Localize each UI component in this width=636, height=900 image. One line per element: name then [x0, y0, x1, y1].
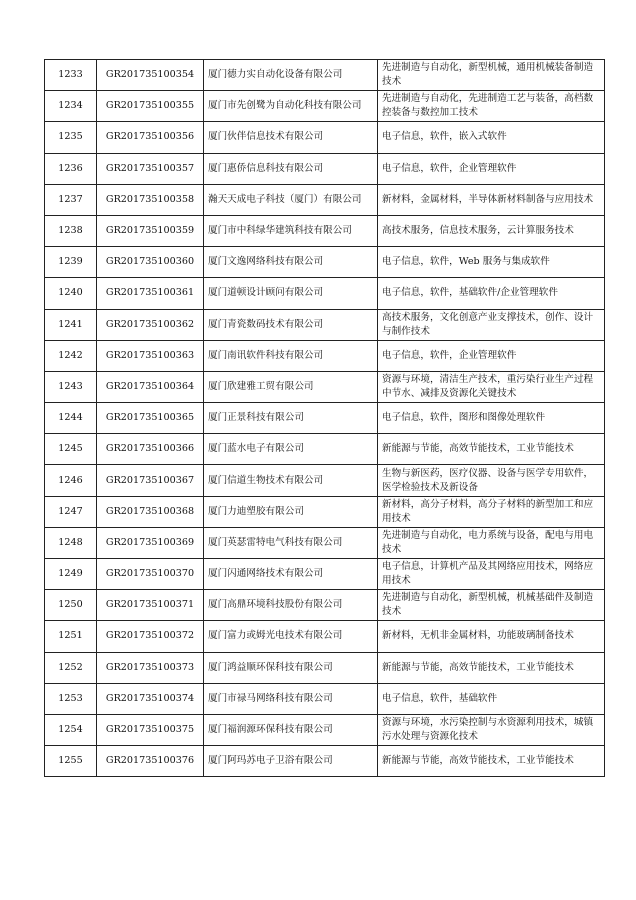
certificate-id: GR201735100354 [97, 60, 204, 91]
company-name: 厦门阿玛苏电子卫浴有限公司 [204, 746, 378, 777]
certificate-id: GR201735100355 [97, 91, 204, 122]
row-number: 1236 [45, 153, 97, 184]
row-number: 1245 [45, 434, 97, 465]
certificate-id: GR201735100369 [97, 527, 204, 558]
table-row [45, 434, 605, 465]
table-row [45, 278, 605, 309]
certificate-id: GR201735100375 [97, 714, 204, 745]
row-number: 1235 [45, 122, 97, 153]
technology-field: 新材料，金属材料，半导体新材料制备与应用技术 [378, 184, 605, 215]
row-number: 1237 [45, 184, 97, 215]
technology-field: 资源与环境，清洁生产技术，重污染行业生产过程中节水、减排及资源化关键技术 [378, 371, 605, 402]
row-number: 1242 [45, 340, 97, 371]
table-row [45, 215, 605, 246]
certificate-id: GR201735100374 [97, 683, 204, 714]
company-name: 厦门力迪塑胶有限公司 [204, 496, 378, 527]
technology-field: 高技术服务，信息技术服务，云计算服务技术 [378, 215, 605, 246]
company-name: 厦门惠侨信息科技有限公司 [204, 153, 378, 184]
technology-field: 新材料，高分子材料，高分子材料的新型加工和应用技术 [378, 496, 605, 527]
row-number: 1244 [45, 403, 97, 434]
certificate-id: GR201735100358 [97, 184, 204, 215]
company-name: 厦门蓝水电子有限公司 [204, 434, 378, 465]
row-number: 1241 [45, 309, 97, 340]
company-name: 厦门青瓷数码技术有限公司 [204, 309, 378, 340]
table-row [45, 527, 605, 558]
technology-field: 电子信息，软件，Web 服务与集成软件 [378, 247, 605, 278]
table-row [45, 496, 605, 527]
certificate-id: GR201735100356 [97, 122, 204, 153]
technology-field: 新能源与节能，高效节能技术，工业节能技术 [378, 434, 605, 465]
technology-field: 先进制造与自动化，新型机械，机械基础件及制造技术 [378, 590, 605, 621]
technology-field: 电子信息，计算机产品及其网络应用技术，网络应用技术 [378, 559, 605, 590]
table-row [45, 60, 605, 91]
technology-field: 电子信息，软件，基础软件/企业管理软件 [378, 278, 605, 309]
row-number: 1253 [45, 683, 97, 714]
table-row [45, 153, 605, 184]
technology-field: 电子信息，软件，嵌入式软件 [378, 122, 605, 153]
table-row [45, 91, 605, 122]
company-name: 厦门正景科技有限公司 [204, 403, 378, 434]
technology-field: 资源与环境，水污染控制与水资源利用技术，城镇污水处理与资源化技术 [378, 714, 605, 745]
row-number: 1233 [45, 60, 97, 91]
row-number: 1243 [45, 371, 97, 402]
certificate-id: GR201735100370 [97, 559, 204, 590]
company-name: 厦门市先创鹭为自动化科技有限公司 [204, 91, 378, 122]
table-row [45, 184, 605, 215]
company-name: 厦门市中科绿华建筑科技有限公司 [204, 215, 378, 246]
row-number: 1255 [45, 746, 97, 777]
company-name: 厦门富力或姆光电技术有限公司 [204, 621, 378, 652]
company-name: 厦门市禄马网络科技有限公司 [204, 683, 378, 714]
row-number: 1247 [45, 496, 97, 527]
row-number: 1240 [45, 278, 97, 309]
company-name: 厦门德力实自动化设备有限公司 [204, 60, 378, 91]
certificate-id: GR201735100362 [97, 309, 204, 340]
company-name: 厦门南讯软件科技有限公司 [204, 340, 378, 371]
row-number: 1251 [45, 621, 97, 652]
technology-field: 高技术服务，文化创意产业支撑技术，创作、设计与制作技术 [378, 309, 605, 340]
certificate-id: GR201735100363 [97, 340, 204, 371]
certificate-id: GR201735100367 [97, 465, 204, 496]
row-number: 1254 [45, 714, 97, 745]
company-name: 厦门文逸网络科技有限公司 [204, 247, 378, 278]
certificate-id: GR201735100361 [97, 278, 204, 309]
certificate-id: GR201735100376 [97, 746, 204, 777]
certificate-id: GR201735100373 [97, 652, 204, 683]
company-name: 厦门道顿设计顾问有限公司 [204, 278, 378, 309]
table-row [45, 122, 605, 153]
row-number: 1252 [45, 652, 97, 683]
company-name: 厦门鸿益顺环保科技有限公司 [204, 652, 378, 683]
table-row [45, 590, 605, 621]
row-number: 1239 [45, 247, 97, 278]
technology-field: 新能源与节能，高效节能技术，工业节能技术 [378, 652, 605, 683]
row-number: 1250 [45, 590, 97, 621]
table-row [45, 340, 605, 371]
table-row [45, 559, 605, 590]
technology-field: 先进制造与自动化，新型机械，通用机械装备制造技术 [378, 60, 605, 91]
company-name: 厦门高鼎环境科技股份有限公司 [204, 590, 378, 621]
company-name: 厦门英瑟雷特电气科技有限公司 [204, 527, 378, 558]
table-row [45, 621, 605, 652]
certificate-id: GR201735100366 [97, 434, 204, 465]
table-row [45, 403, 605, 434]
table-body [45, 60, 605, 777]
row-number: 1249 [45, 559, 97, 590]
table-row [45, 371, 605, 402]
table-row [45, 465, 605, 496]
company-name: 厦门伙伴信息技术有限公司 [204, 122, 378, 153]
technology-field: 电子信息，软件，企业管理软件 [378, 153, 605, 184]
certificate-id: GR201735100372 [97, 621, 204, 652]
table-row [45, 309, 605, 340]
table-row [45, 714, 605, 745]
row-number: 1234 [45, 91, 97, 122]
company-table [44, 59, 605, 777]
company-name: 厦门欣建雅工贸有限公司 [204, 371, 378, 402]
row-number: 1246 [45, 465, 97, 496]
table-row [45, 746, 605, 777]
certificate-id: GR201735100359 [97, 215, 204, 246]
row-number: 1238 [45, 215, 97, 246]
technology-field: 新能源与节能，高效节能技术，工业节能技术 [378, 746, 605, 777]
row-number: 1248 [45, 527, 97, 558]
table-row [45, 247, 605, 278]
certificate-id: GR201735100360 [97, 247, 204, 278]
certificate-id: GR201735100368 [97, 496, 204, 527]
table-row [45, 652, 605, 683]
technology-field: 先进制造与自动化，电力系统与设备，配电与用电技术 [378, 527, 605, 558]
company-name: 厦门福润源环保科技有限公司 [204, 714, 378, 745]
technology-field: 新材料，无机非金属材料，功能玻璃制备技术 [378, 621, 605, 652]
certificate-id: GR201735100371 [97, 590, 204, 621]
technology-field: 电子信息，软件，企业管理软件 [378, 340, 605, 371]
certificate-id: GR201735100357 [97, 153, 204, 184]
table-row [45, 683, 605, 714]
company-name: 厦门信道生物技术有限公司 [204, 465, 378, 496]
technology-field: 生物与新医药，医疗仪器、设备与医学专用软件，医学检验技术及新设备 [378, 465, 605, 496]
technology-field: 电子信息，软件，图形和图像处理软件 [378, 403, 605, 434]
certificate-id: GR201735100365 [97, 403, 204, 434]
technology-field: 先进制造与自动化，先进制造工艺与装备，高档数控装备与数控加工技术 [378, 91, 605, 122]
company-name: 厦门闪通网络技术有限公司 [204, 559, 378, 590]
company-name: 瀚天天成电子科技（厦门）有限公司 [204, 184, 378, 215]
technology-field: 电子信息，软件，基础软件 [378, 683, 605, 714]
certificate-id: GR201735100364 [97, 371, 204, 402]
